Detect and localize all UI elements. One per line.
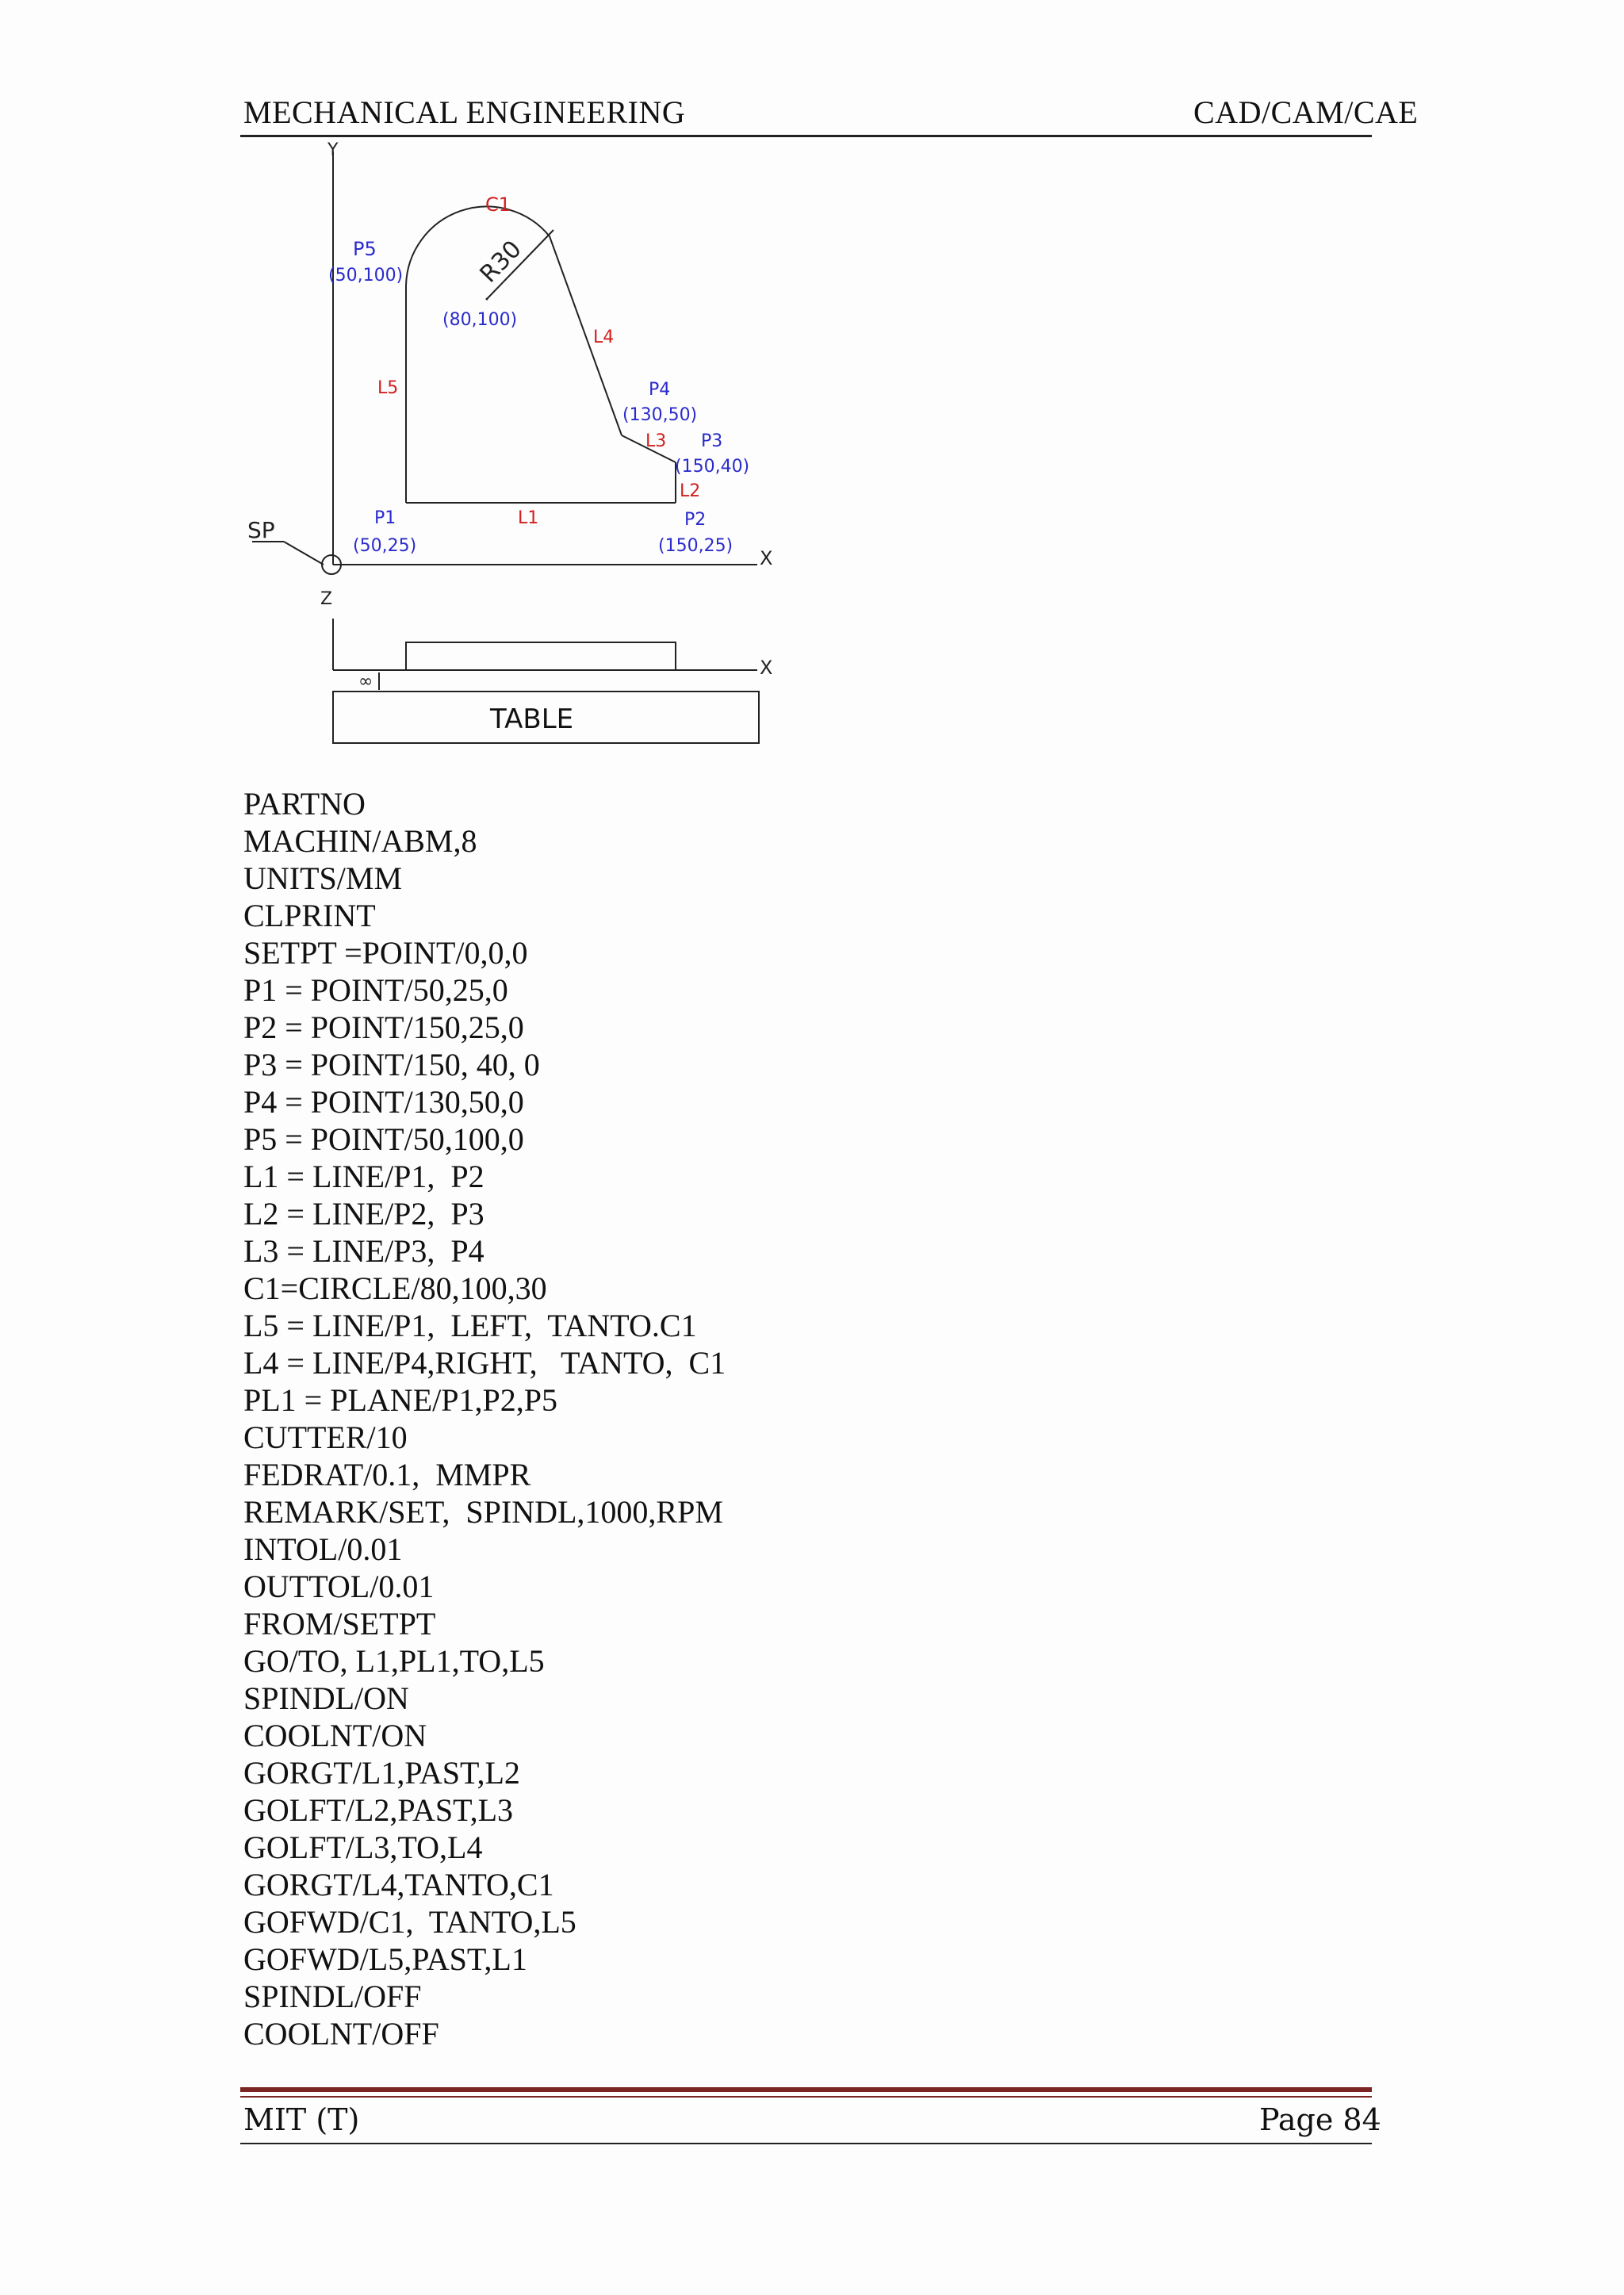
program-line: GOLFT/L2,PAST,L3	[243, 1792, 514, 1828]
program-line: GOLFT/L3,TO,L4	[243, 1829, 483, 1865]
program-line: L1 = LINE/P1, P2	[243, 1159, 485, 1194]
point-p1-label: P1	[374, 508, 396, 528]
arc-center-dot	[486, 298, 488, 301]
arc-c1	[406, 206, 550, 285]
header-left: MECHANICAL ENGINEERING	[243, 94, 686, 130]
program-line: INTOL/0.01	[243, 1531, 403, 1567]
line-l3-label: L3	[645, 431, 667, 451]
program-line: L3 = LINE/P3, P4	[243, 1233, 485, 1269]
line-l2-label: L2	[680, 481, 701, 501]
apt-program	[243, 785, 1116, 2052]
point-p5-coord: (50,100)	[328, 266, 404, 285]
line-l1-label: L1	[518, 508, 539, 528]
header-right: CAD/CAM/CAE	[1193, 94, 1419, 130]
point-p4-coord: (130,50)	[622, 405, 698, 425]
program-line: P1 = POINT/50,25,0	[243, 972, 508, 1008]
footer-rule	[240, 2087, 1372, 2092]
program-line: MACHIN/ABM,8	[243, 823, 477, 859]
program-line: L5 = LINE/P1, LEFT, TANTO.C1	[243, 1308, 697, 1343]
program-line: FROM/SETPT	[243, 1606, 436, 1642]
program-line: PL1 = PLANE/P1,P2,P5	[243, 1382, 557, 1418]
program-line: P3 = POINT/150, 40, 0	[243, 1047, 540, 1082]
program-line: L4 = LINE/P4,RIGHT, TANTO, C1	[243, 1345, 726, 1381]
footer-rule	[240, 2143, 1372, 2144]
program-line: P4 = POINT/130,50,0	[243, 1084, 524, 1120]
program-line: P2 = POINT/150,25,0	[243, 1010, 524, 1045]
program-line: SPINDL/ON	[243, 1680, 409, 1716]
program-line: PARTNO	[243, 786, 366, 822]
side-x-axis-label: X	[760, 657, 773, 679]
program-line: GORGT/L4,TANTO,C1	[243, 1867, 554, 1902]
setpoint-label: SP	[247, 517, 275, 543]
program-line: CLPRINT	[243, 898, 376, 933]
program-line: COOLNT/OFF	[243, 2016, 439, 2052]
point-p2-label: P2	[684, 510, 707, 530]
line-l5-label: L5	[377, 378, 399, 398]
side-view-part	[406, 642, 676, 670]
x-axis-label: X	[760, 547, 773, 569]
line-l4-label: L4	[593, 328, 615, 347]
footer-left: MIT (T)	[243, 2102, 360, 2137]
program-line: SPINDL/OFF	[243, 1979, 422, 2014]
arc-c1-label: C1	[485, 193, 511, 216]
program-line: P5 = POINT/50,100,0	[243, 1121, 524, 1157]
footer-page-number: Page 84	[1259, 2102, 1381, 2137]
part-diagram	[0, 0, 1624, 793]
z-axis-label: Z	[320, 589, 333, 609]
point-p3-label: P3	[701, 431, 723, 451]
point-p5-label: P5	[353, 238, 377, 260]
infinity-symbol: ∞	[358, 672, 373, 692]
program-line: GOFWD/L5,PAST,L1	[243, 1941, 527, 1977]
y-axis-label: Y	[327, 140, 339, 160]
table-label: TABLE	[490, 703, 574, 735]
program-line: GORGT/L1,PAST,L2	[243, 1755, 520, 1791]
program-line: GO/TO, L1,PL1,TO,L5	[243, 1643, 545, 1679]
radius-label: R30	[474, 235, 527, 289]
program-line: COOLNT/ON	[243, 1718, 427, 1753]
program-line: OUTTOL/0.01	[243, 1569, 435, 1604]
point-p2-coord: (150,25)	[658, 536, 733, 556]
program-line: CUTTER/10	[243, 1420, 408, 1455]
program-line: L2 = LINE/P2, P3	[243, 1196, 485, 1232]
setpoint-leader	[284, 542, 324, 565]
program-line: REMARK/SET, SPINDL,1000,RPM	[243, 1494, 723, 1530]
program-line: C1=CIRCLE/80,100,30	[243, 1270, 547, 1306]
point-p4-label: P4	[649, 380, 671, 400]
footer-rule	[240, 2096, 1372, 2098]
program-line: UNITS/MM	[243, 860, 403, 896]
program-line: FEDRAT/0.1, MMPR	[243, 1457, 531, 1492]
program-line: SETPT =POINT/0,0,0	[243, 935, 528, 971]
point-p3-coord: (150,40)	[675, 457, 750, 477]
arc-center-coord: (80,100)	[442, 310, 518, 330]
program-line: GOFWD/C1, TANTO,L5	[243, 1904, 576, 1940]
point-p1-coord: (50,25)	[353, 536, 417, 556]
